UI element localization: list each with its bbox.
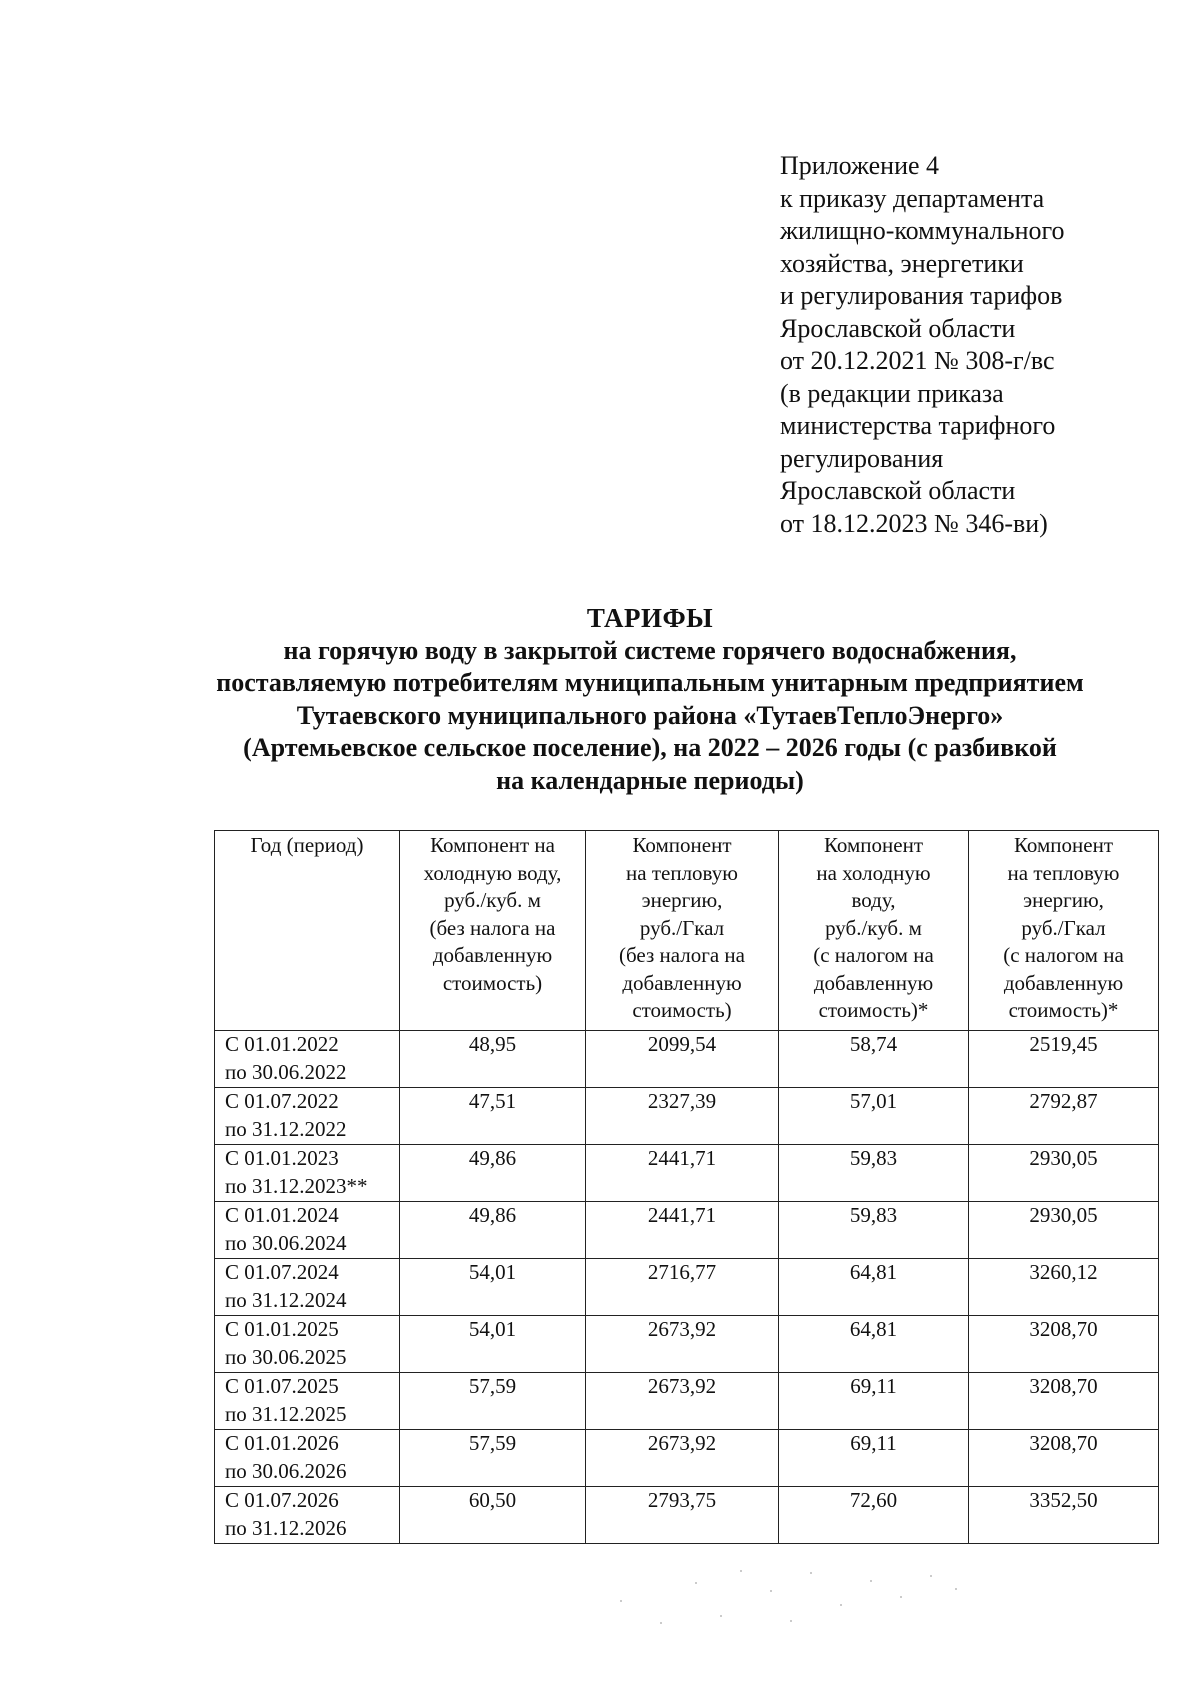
- cold-no-vat-cell: 49,86: [400, 1145, 586, 1202]
- heat-no-vat-cell: 2441,71: [586, 1145, 779, 1202]
- period-end: по 31.12.2023**: [225, 1173, 368, 1198]
- scan-dot: [740, 1570, 742, 1572]
- scan-dot: [720, 1615, 722, 1617]
- document-title: [150, 602, 1150, 797]
- header-line: холодную воду,: [423, 860, 562, 885]
- heat-no-vat-cell: 2327,39: [586, 1088, 779, 1145]
- period-end: по 31.12.2026: [225, 1515, 347, 1540]
- header-line: (с налогом на: [813, 943, 934, 967]
- title-line: Тутаевского муниципального района «ТутаевТеплоЭнерго»: [296, 700, 1004, 730]
- appendix-line: регулирования: [780, 443, 944, 473]
- header-line: на тепловую: [1007, 860, 1120, 885]
- title-line: на календарные периоды): [496, 765, 804, 795]
- cold-no-vat-cell: 54,01: [400, 1259, 586, 1316]
- header-period: [215, 831, 400, 1031]
- header-line: Компонент: [823, 833, 924, 857]
- header-line: руб./куб. м: [444, 888, 541, 912]
- table-row: [215, 1430, 1159, 1487]
- appendix-line: Приложение 4: [780, 151, 940, 180]
- heat-vat-cell: 3208,70: [969, 1316, 1159, 1373]
- table-header-row: [215, 831, 1159, 1031]
- header-line: Компонент: [632, 833, 732, 857]
- heat-vat-cell: 2792,87: [969, 1088, 1159, 1145]
- header-heat-no-vat: [586, 831, 779, 1031]
- heat-no-vat-cell: 2673,92: [586, 1373, 779, 1430]
- scan-dot: [790, 1620, 792, 1622]
- period-cell: [215, 1145, 400, 1202]
- scan-dot: [660, 1622, 662, 1624]
- scan-dot: [620, 1600, 622, 1602]
- header-line: стоимость): [442, 970, 543, 995]
- period-cell: [215, 1316, 400, 1373]
- period-start: С 01.01.2023: [225, 1146, 339, 1170]
- table-row: [215, 1202, 1159, 1259]
- cold-vat-cell: 59,83: [779, 1145, 969, 1202]
- header-line: на тепловую: [626, 860, 738, 885]
- cold-vat-cell: 58,74: [779, 1031, 969, 1088]
- period-cell: [215, 1430, 400, 1487]
- header-line: руб./Гкал: [639, 915, 725, 940]
- header-line: Компонент на: [430, 833, 555, 857]
- scan-dot: [810, 1572, 812, 1574]
- header-line: стоимость): [632, 998, 732, 1022]
- period-cell: [215, 1202, 400, 1259]
- period-start: С 01.07.2024: [225, 1260, 339, 1284]
- table-row: [215, 1259, 1159, 1316]
- header-line: Компонент: [1013, 833, 1114, 857]
- heat-vat-cell: 2519,45: [969, 1031, 1159, 1088]
- scan-dot: [840, 1604, 842, 1606]
- period-cell: [215, 1373, 400, 1430]
- header-line: (с налогом на: [1003, 943, 1124, 967]
- cold-no-vat-cell: 54,01: [400, 1316, 586, 1373]
- appendix-line: и регулирования тарифов: [780, 281, 1063, 310]
- title-line: на горячую воду в закрытой системе горячего водоснабжения,: [283, 635, 1017, 665]
- period-cell: [215, 1259, 400, 1316]
- period-end: по 30.06.2025: [225, 1344, 347, 1369]
- table-row: [215, 1088, 1159, 1145]
- table-row: [215, 1031, 1159, 1088]
- cold-no-vat-cell: 48,95: [400, 1031, 586, 1088]
- header-line: энергию,: [1023, 888, 1104, 912]
- heat-no-vat-cell: 2673,92: [586, 1316, 779, 1373]
- period-end: по 31.12.2024: [225, 1287, 347, 1312]
- heat-no-vat-cell: 2716,77: [586, 1259, 779, 1316]
- appendix-note: [780, 150, 1160, 540]
- appendix-line: к приказу департамента: [780, 183, 1045, 213]
- header-line: (без налога на: [429, 915, 556, 940]
- header-heat-vat: [969, 831, 1159, 1031]
- scan-dot: [900, 1596, 902, 1598]
- heat-vat-cell: 2930,05: [969, 1145, 1159, 1202]
- heat-no-vat-cell: 2099,54: [586, 1031, 779, 1088]
- period-cell: [215, 1487, 400, 1544]
- period-end: по 30.06.2026: [225, 1458, 347, 1483]
- appendix-line: хозяйства, энергетики: [780, 248, 1024, 278]
- table-row: [215, 1487, 1159, 1544]
- period-start: С 01.01.2024: [225, 1203, 339, 1227]
- period-start: С 01.01.2025: [225, 1317, 339, 1341]
- scan-dot: [955, 1588, 957, 1590]
- period-end: по 31.12.2025: [225, 1401, 347, 1426]
- header-line: воду,: [851, 888, 896, 912]
- title-line: (Артемьевское сельское поселение), на 2022 – 2026 годы (с разбивкой: [243, 733, 1057, 762]
- header-line: на холодную: [816, 860, 931, 885]
- tariffs-table: [214, 830, 1159, 1544]
- period-start: С 01.01.2026: [225, 1431, 339, 1455]
- cold-vat-cell: 72,60: [779, 1487, 969, 1544]
- table-row: [215, 1373, 1159, 1430]
- scan-dot: [695, 1582, 697, 1584]
- scan-dot: [770, 1590, 772, 1592]
- period-start: С 01.07.2022: [225, 1089, 339, 1113]
- heat-no-vat-cell: 2441,71: [586, 1202, 779, 1259]
- cold-vat-cell: 69,11: [779, 1430, 969, 1487]
- cold-vat-cell: 64,81: [779, 1316, 969, 1373]
- header-line: добавленную: [622, 970, 742, 995]
- scan-artifacts: [600, 1560, 980, 1640]
- appendix-line: Ярославской области: [780, 476, 1016, 505]
- heat-no-vat-cell: 2673,92: [586, 1430, 779, 1487]
- period-cell: [215, 1031, 400, 1088]
- cold-vat-cell: 64,81: [779, 1259, 969, 1316]
- cold-no-vat-cell: 49,86: [400, 1202, 586, 1259]
- header-line: добавленную: [813, 970, 934, 995]
- cold-no-vat-cell: 60,50: [400, 1487, 586, 1544]
- appendix-line: Ярославской области: [780, 313, 1016, 343]
- cold-no-vat-cell: 57,59: [400, 1430, 586, 1487]
- heat-vat-cell: 3260,12: [969, 1259, 1159, 1316]
- heat-vat-cell: 2930,05: [969, 1202, 1159, 1259]
- heat-vat-cell: 3352,50: [969, 1487, 1159, 1544]
- header-line: добавленную: [432, 943, 553, 967]
- heat-no-vat-cell: 2793,75: [586, 1487, 779, 1544]
- header-line: добавленную: [1003, 970, 1124, 995]
- cold-no-vat-cell: 47,51: [400, 1088, 586, 1145]
- cold-vat-cell: 57,01: [779, 1088, 969, 1145]
- header-line: стоимость)*: [1008, 998, 1119, 1022]
- appendix-line: от 18.12.2023 № 346-ви): [780, 508, 1048, 538]
- table-row: [215, 1316, 1159, 1373]
- heat-vat-cell: 3208,70: [969, 1430, 1159, 1487]
- header-cold-vat: [779, 831, 969, 1031]
- header-line: (без налога на: [619, 943, 745, 967]
- period-end: по 31.12.2022: [225, 1116, 347, 1141]
- period-start: С 01.07.2026: [225, 1488, 339, 1512]
- header-line: руб./куб. м: [825, 915, 922, 940]
- heat-vat-cell: 3208,70: [969, 1373, 1159, 1430]
- cold-vat-cell: 59,83: [779, 1202, 969, 1259]
- cold-no-vat-cell: 57,59: [400, 1373, 586, 1430]
- header-cold-no-vat: [400, 831, 586, 1031]
- title-line: поставляемую потребителям муниципальным унитарным предприятием: [216, 668, 1084, 697]
- header-line: стоимость)*: [818, 998, 929, 1022]
- appendix-line: жилищно-коммунального: [780, 216, 1065, 245]
- header-line: руб./Гкал: [1021, 915, 1106, 940]
- appendix-line: от 20.12.2021 № 308-г/вс: [780, 346, 1055, 375]
- appendix-line: (в редакции приказа: [780, 378, 1004, 408]
- appendix-line: министерства тарифного: [780, 411, 1056, 440]
- cold-vat-cell: 69,11: [779, 1373, 969, 1430]
- header-line: Год (период): [250, 833, 364, 857]
- table-row: [215, 1145, 1159, 1202]
- title-main: ТАРИФЫ: [586, 603, 714, 633]
- period-start: С 01.07.2025: [225, 1374, 339, 1398]
- period-end: по 30.06.2022: [225, 1059, 347, 1084]
- scan-dot: [930, 1575, 932, 1577]
- period-cell: [215, 1088, 400, 1145]
- period-start: С 01.01.2022: [225, 1032, 339, 1056]
- scan-dot: [870, 1580, 872, 1582]
- period-end: по 30.06.2024: [225, 1230, 347, 1255]
- header-line: энергию,: [641, 888, 723, 912]
